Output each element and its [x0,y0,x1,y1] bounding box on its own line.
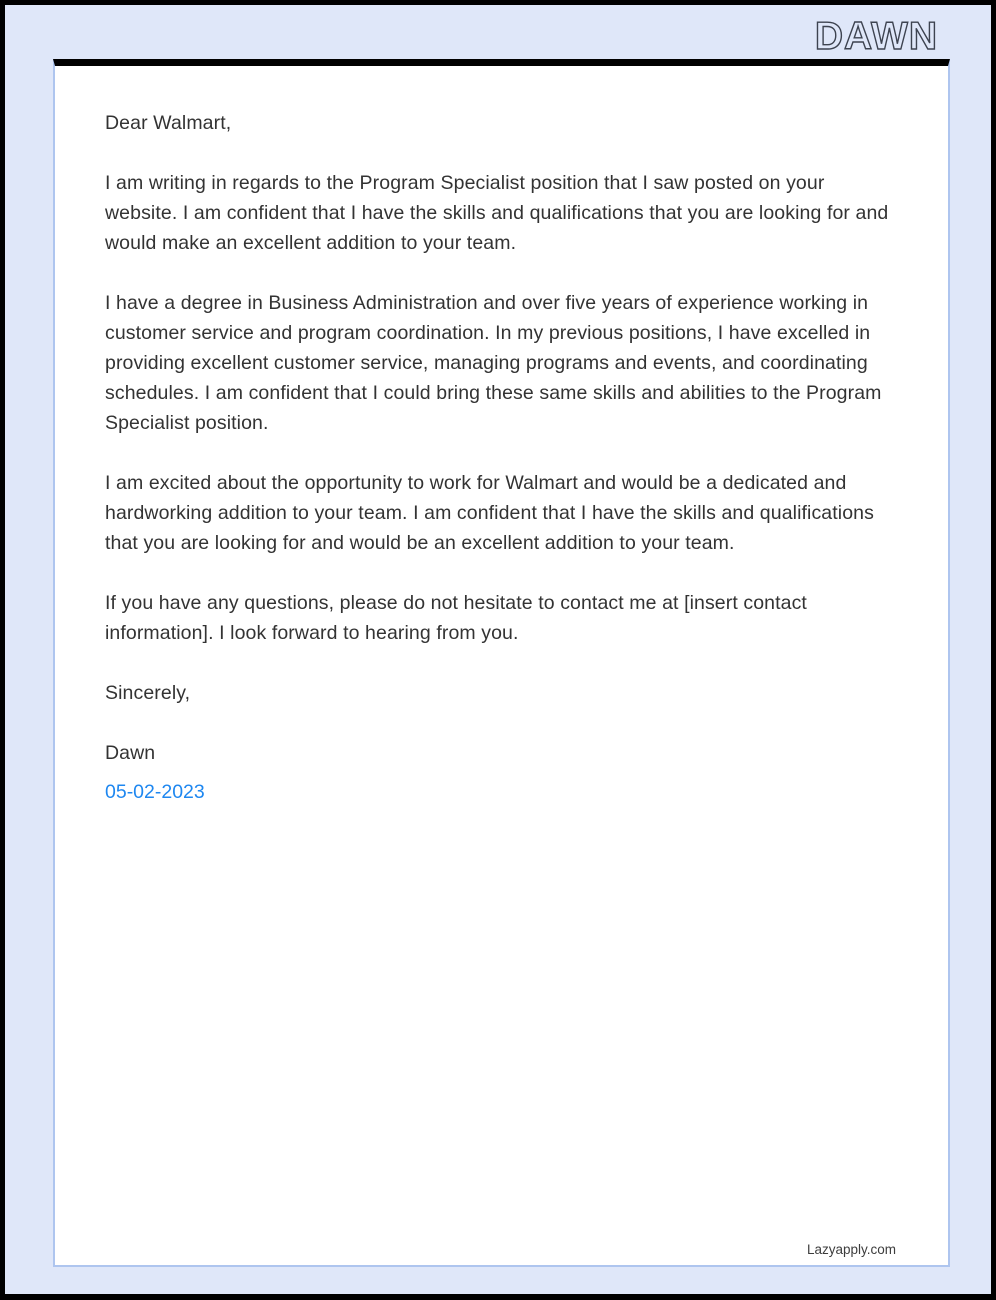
closing: Sincerely, [105,682,191,704]
paragraph-contact: If you have any questions, please do not hesitate to contact me at [insert contact information]. I look forward to hearing from you. [105,592,807,644]
dawn-logo [808,13,940,57]
lazyapply-site-link[interactable]: Lazyapply.com [806,1242,896,1257]
paragraph-enthusiasm: I am excited about the opportunity to work for Walmart and would be a dedicated and hardworking addition to your team. I am confident that I have the skills and qualifications that you are looking for and would be an excellent addition to your team. [105,472,874,554]
date-link[interactable]: 05-02-2023 [105,781,205,803]
paragraph-experience: I have a degree in Business Administration and over five years of experience working in customer service and program coordination. In my previous positions, I have excelled in providing excellent customer service, managing programs and events, and coordinating schedules. I am confident that I could bring these same skills and abilities to the Program Specialist position. [105,292,882,434]
signature-name: Dawn [105,742,156,764]
letter-footer [105,1241,898,1261]
page-background [5,5,991,1294]
letter-document [53,59,950,1267]
dawn-logo-text: DAWN [814,15,938,57]
paragraph-intro: I am writing in regards to the Program Specialist position that I saw posted on your website. I am confident that I have the skills and qualifications that you are looking for and would make an excellent addition to your team. [105,172,889,254]
salutation: Dear Walmart, [105,112,232,134]
